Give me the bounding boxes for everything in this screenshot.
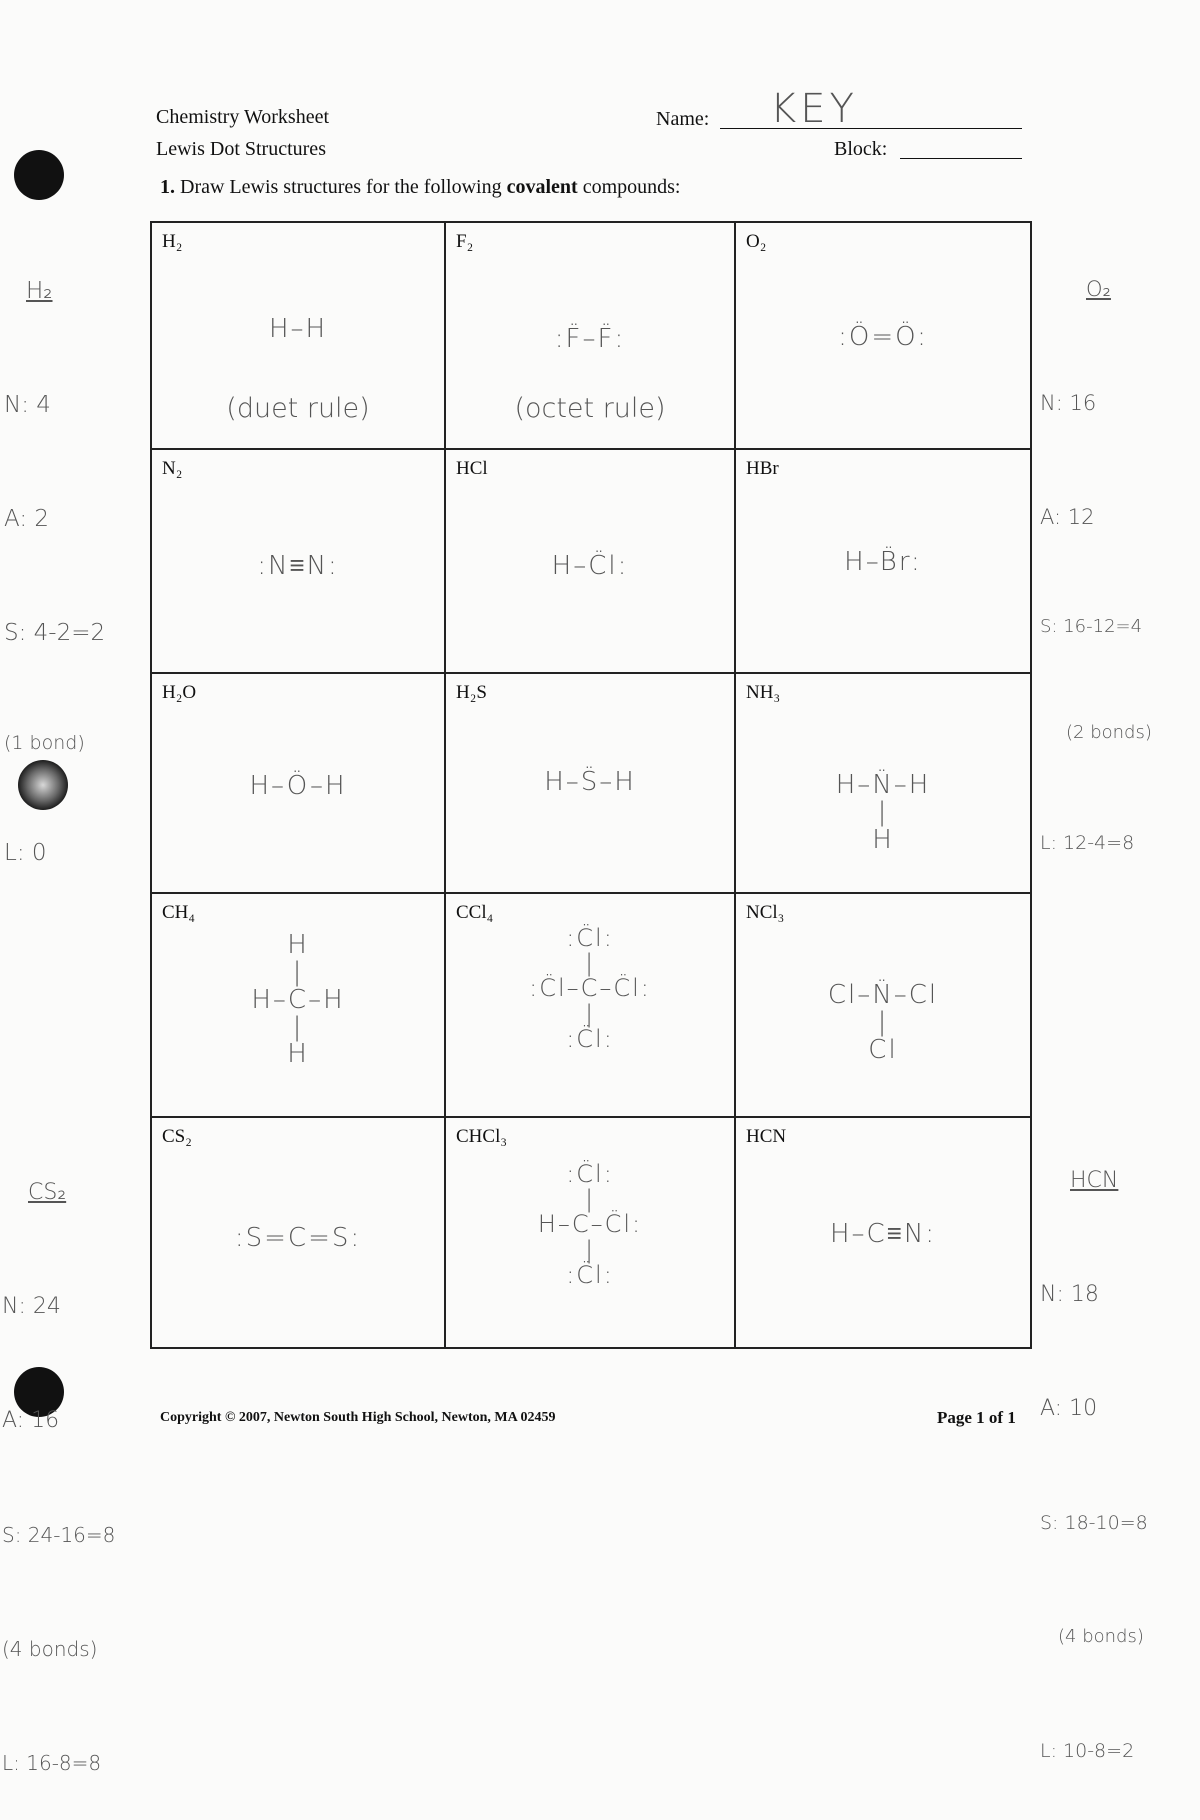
margin-note-o2 — [1040, 194, 1152, 900]
margin-note-title: CS₂ — [28, 1180, 67, 1205]
formula-label: O₂ — [746, 231, 767, 252]
margin-note-line: A: 2 — [4, 506, 50, 532]
lewis-structure: :C̈l: | H–C–C̈l: | :C̈l: — [537, 1160, 643, 1289]
formula-label: F₂ — [456, 231, 474, 252]
formula-label: HCN — [746, 1126, 787, 1147]
lewis-structure: H–B̈r: — [844, 547, 922, 577]
cell-h2s — [445, 673, 735, 893]
cell-hcn — [735, 1117, 1031, 1348]
block-label: Block: — [834, 138, 888, 160]
margin-note-h2 — [4, 196, 105, 910]
cell-hcl — [445, 449, 735, 673]
cell-ncl3 — [735, 893, 1031, 1117]
copyright-notice: Copyright © 2007, Newton South High School, Newton, MA 02459 — [160, 1410, 556, 1425]
worksheet-subtitle: Lewis Dot Structures — [156, 138, 326, 160]
margin-note-line: N: 16 — [1040, 391, 1097, 415]
formula-label: HCl — [456, 458, 488, 479]
cell-o2 — [735, 222, 1031, 449]
lewis-structures-table — [150, 221, 1032, 1349]
margin-note-line: A: 10 — [1040, 1396, 1098, 1421]
lewis-structure: :C̈l: | :C̈l–C–C̈l: | :C̈l: — [529, 924, 651, 1053]
margin-note-line: L: 12-4=8 — [1040, 832, 1135, 854]
formula-label: CS₂ — [162, 1126, 192, 1147]
lewis-structure: H–C̈l: — [551, 551, 629, 581]
margin-note-line: (4 bonds) — [1058, 1626, 1144, 1647]
lewis-structure: H–C≡N: — [829, 1219, 937, 1249]
margin-note-line: S: 18-10=8 — [1040, 1512, 1148, 1534]
instruction-number: 1. — [160, 176, 175, 198]
cell-chcl3 — [445, 1117, 735, 1348]
binder-hole-top — [14, 150, 64, 200]
margin-note-line: S: 16-12=4 — [1040, 616, 1143, 637]
name-line — [720, 128, 1022, 129]
margin-note-line: (2 bonds) — [1066, 722, 1152, 743]
instruction-text-bold: covalent — [506, 176, 578, 198]
cell-n2 — [151, 449, 445, 673]
lewis-structure: :N≡N: — [257, 551, 339, 581]
cell-f2 — [445, 222, 735, 449]
margin-note-title: H₂ — [26, 278, 53, 304]
structure-note: (duet rule) — [226, 393, 370, 424]
lewis-structure: Cl–N̈–Cl | Cl — [827, 980, 939, 1065]
margin-note-line: S: 4-2=2 — [4, 620, 106, 646]
formula-label: HBr — [746, 458, 779, 479]
formula-label: CCl₄ — [456, 902, 494, 923]
cell-ch4 — [151, 893, 445, 1117]
margin-note-line: L: 0 — [4, 840, 47, 866]
formula-label: CHCl₃ — [456, 1126, 507, 1147]
margin-note-line: N: 18 — [1040, 1282, 1099, 1307]
margin-note-line: L: 16-8=8 — [2, 1751, 102, 1775]
margin-note-line: S: 24-16=8 — [2, 1523, 116, 1547]
margin-note-line: N: 4 — [4, 392, 51, 418]
cell-cs2 — [151, 1117, 445, 1348]
formula-label: H₂ — [162, 231, 183, 252]
cell-hbr — [735, 449, 1031, 673]
lewis-structure: H–S̈–H — [544, 767, 636, 797]
formula-label: N₂ — [162, 458, 183, 479]
margin-note-line: L: 10-8=2 — [1040, 1740, 1135, 1762]
margin-note-line: A: 12 — [1040, 505, 1095, 529]
formula-label: NCl₃ — [746, 902, 785, 923]
name-label: Name: — [656, 108, 710, 130]
lewis-structure: H–N̈–H | H — [835, 770, 931, 855]
cell-h2 — [151, 222, 445, 449]
cell-nh3 — [735, 673, 1031, 893]
margin-note-line: N: 24 — [2, 1294, 61, 1319]
lewis-structure: :S=C=S: — [234, 1223, 362, 1253]
formula-label: NH₃ — [746, 682, 781, 703]
lewis-structure: :F̈–F̈: — [554, 324, 626, 354]
structure-note: (octet rule) — [514, 393, 666, 424]
margin-note-hcn — [1040, 1086, 1148, 1808]
lewis-structure: H–Ö–H — [249, 771, 347, 801]
name-value: KEY — [770, 86, 858, 132]
formula-label: CH₄ — [162, 902, 196, 923]
margin-note-title: HCN — [1070, 1168, 1119, 1193]
formula-label: H₂S — [456, 682, 487, 703]
instruction-text-post: compounds: — [577, 176, 681, 198]
instruction-text-pre: Draw Lewis structures for the following — [180, 176, 507, 198]
lewis-structure: H | H–C–H | H — [251, 930, 345, 1070]
worksheet-title: Chemistry Worksheet — [156, 106, 329, 128]
margin-note-line: A: 16 — [2, 1408, 60, 1433]
block-line — [900, 158, 1022, 159]
margin-note-cs2 — [2, 1098, 115, 1820]
instruction — [160, 176, 680, 199]
formula-label: H₂O — [162, 682, 197, 703]
lewis-structure: :Ö=Ö: — [838, 322, 928, 352]
page-number: Page 1 of 1 — [937, 1408, 1016, 1427]
margin-note-title: O₂ — [1086, 277, 1111, 301]
cell-ccl4 — [445, 893, 735, 1117]
margin-note-line: (1 bond) — [4, 732, 85, 754]
cell-h2o — [151, 673, 445, 893]
margin-note-line: (4 bonds) — [2, 1637, 98, 1661]
lewis-structure: H–H — [268, 314, 328, 344]
